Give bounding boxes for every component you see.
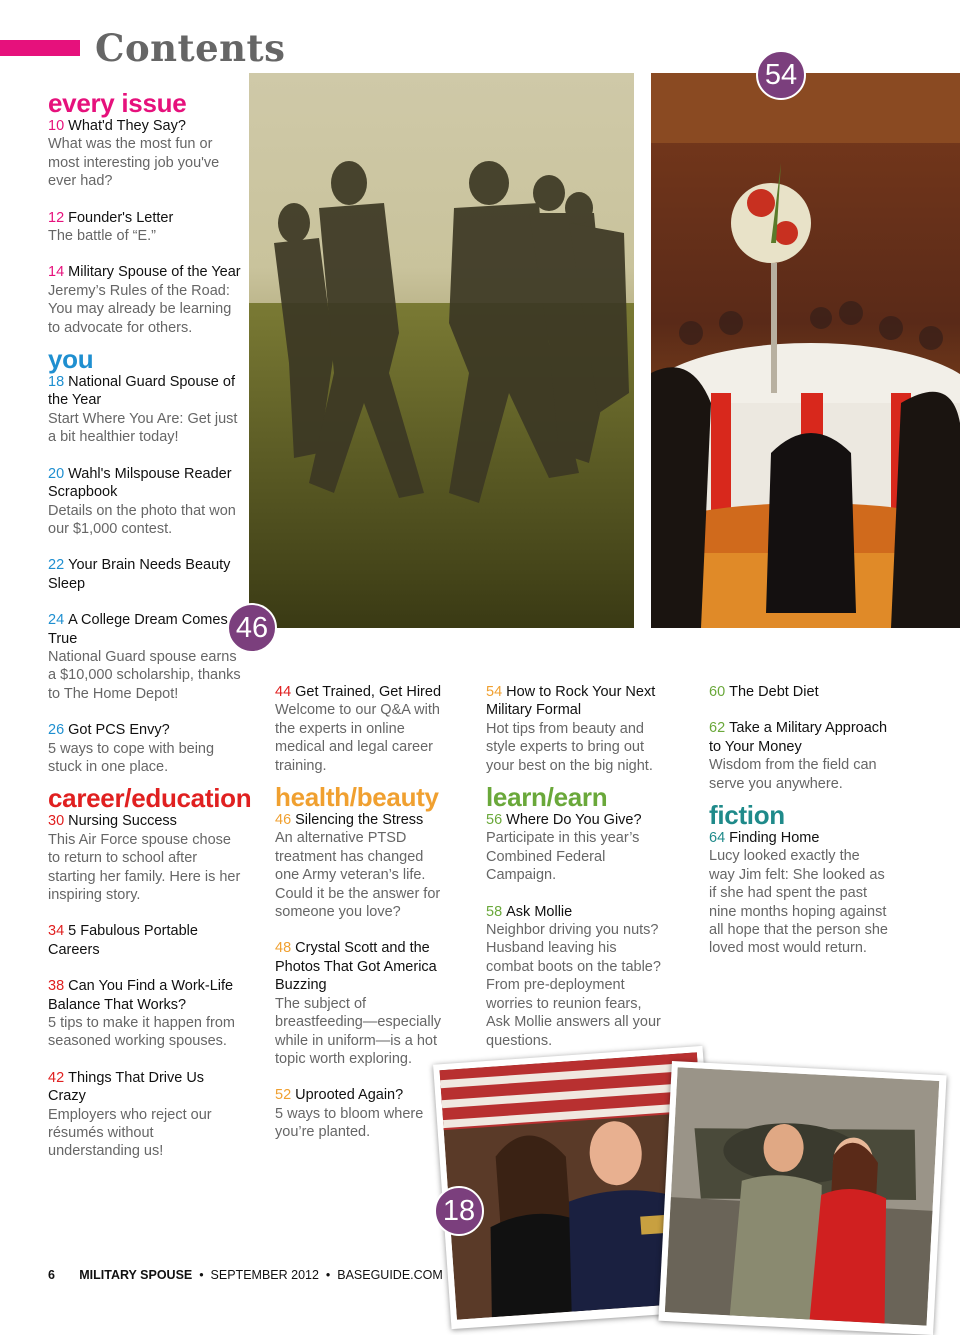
- item-page-number: 54: [486, 684, 503, 700]
- soldiers-photo: [249, 73, 634, 628]
- item-description: Lucy looked exactly the way Jim felt: She looked as if she had spent the past nine months hoping against all hope that the person she loved most would return.: [709, 848, 888, 957]
- column-2: [275, 683, 445, 1160]
- item-page-number: 14: [48, 264, 65, 281]
- item-description: Employers who reject our résumés without understanding us!: [48, 1106, 212, 1160]
- toc-item[interactable]: [275, 1086, 445, 1141]
- toc-item[interactable]: [48, 922, 243, 959]
- item-description: Participate in this year’s Combined Federal Campaign.: [486, 830, 640, 884]
- section-heading-health-beauty: health/beauty: [275, 782, 439, 813]
- item-title: National Guard Spouse of the Year: [48, 374, 235, 409]
- item-title: Founder's Letter: [68, 209, 174, 226]
- toc-item[interactable]: [48, 556, 243, 593]
- item-page-number: 62: [709, 720, 726, 737]
- item-page-number: 10: [48, 118, 65, 134]
- header-accent-bar: [0, 40, 80, 56]
- item-page-number: 44: [275, 684, 292, 700]
- item-title: Silencing the Stress: [295, 812, 424, 829]
- item-description: Welcome to our Q&A with the experts in online medical and legal career training.: [275, 702, 440, 774]
- toc-item[interactable]: [486, 903, 664, 1050]
- toc-item[interactable]: [48, 721, 243, 776]
- item-page-number: 42: [48, 1069, 65, 1086]
- item-description: Jeremy’s Rules of the Road: You may already be learning to advocate for others.: [48, 282, 232, 336]
- item-description: Details on the photo that won our $1,000 contest.: [48, 502, 236, 537]
- page-number-badge-46: 46: [227, 603, 277, 653]
- page-title: Contents: [95, 26, 286, 70]
- toc-item[interactable]: [486, 811, 664, 885]
- item-title: How to Rock Your Next Military Formal: [486, 684, 656, 719]
- toc-item[interactable]: [486, 683, 664, 775]
- item-page-number: 26: [48, 722, 65, 739]
- item-title: The Debt Diet: [729, 684, 819, 700]
- item-page-number: 20: [48, 465, 65, 482]
- item-title: 5 Fabulous Portable Careers: [48, 923, 198, 958]
- footer-page-number: 6: [48, 1268, 55, 1282]
- footer-bullet: •: [325, 1268, 331, 1282]
- item-description: The subject of breastfeeding—especially while in uniform—is a hot topic worth exploring.: [275, 995, 442, 1067]
- page-footer: [48, 1268, 443, 1282]
- item-description: 5 ways to cope with being stuck in one place.: [48, 740, 215, 775]
- section-heading-you: you: [48, 344, 94, 375]
- item-title: Nursing Success: [68, 813, 177, 830]
- toc-item[interactable]: [275, 811, 445, 921]
- item-description: 5 tips to make it happen from seasoned working spouses.: [48, 1015, 235, 1050]
- toc-item[interactable]: [48, 373, 243, 447]
- section-heading-career-education: career/education: [48, 783, 252, 814]
- item-title: Got PCS Envy?: [68, 722, 170, 739]
- item-page-number: 56: [486, 812, 503, 829]
- item-description: 5 ways to bloom where you’re planted.: [275, 1105, 424, 1141]
- page-number-badge-18: 18: [434, 1186, 484, 1236]
- footer-issue-date: SEPTEMBER 2012: [210, 1268, 319, 1282]
- item-title: Uprooted Again?: [295, 1087, 404, 1104]
- gala-dinner-photo: [651, 73, 960, 628]
- item-title: A College Dream Comes True: [48, 612, 228, 647]
- item-title: Take a Military Approach to Your Money: [709, 720, 888, 755]
- item-title: Can You Find a Work-Life Balance That Works?: [48, 978, 234, 1013]
- column-3: [486, 683, 664, 1068]
- item-page-number: 48: [275, 940, 292, 957]
- section-heading-fiction: fiction: [709, 800, 785, 831]
- item-title: What'd They Say?: [68, 118, 186, 134]
- item-title: Things That Drive Us Crazy: [48, 1069, 205, 1105]
- item-description: Start Where You Are: Get just a bit healthier today!: [48, 410, 238, 446]
- item-description: The battle of “E.”: [48, 228, 156, 245]
- item-title: Crystal Scott and the Photos That Got America Buzzing: [275, 940, 437, 994]
- item-title: Ask Mollie: [506, 903, 573, 920]
- toc-item[interactable]: [48, 812, 243, 904]
- item-description: Wisdom from the field can serve you anywhere.: [709, 757, 877, 792]
- item-description: Neighbor driving you nuts? Husband leaving his combat boots on the table? From pre-deployment worries to reunion fears, Ask Mollie answers all your questions.: [486, 922, 661, 1049]
- toc-item[interactable]: [48, 117, 243, 191]
- item-title: Get Trained, Get Hired: [295, 684, 442, 700]
- item-page-number: 24: [48, 612, 65, 629]
- toc-item[interactable]: [48, 465, 243, 539]
- item-page-number: 34: [48, 923, 65, 940]
- toc-item[interactable]: [709, 719, 889, 793]
- item-description: What was the most fun or most interesting job you've ever had?: [48, 136, 220, 190]
- item-title: Your Brain Needs Beauty Sleep: [48, 557, 231, 592]
- toc-item[interactable]: [48, 1069, 243, 1161]
- item-title: Wahl's Milspouse Reader Scrapbook: [48, 465, 232, 501]
- section-heading-learn-earn: learn/earn: [486, 782, 608, 813]
- item-title: Where Do You Give?: [506, 812, 642, 829]
- footer-magazine-name: MILITARY SPOUSE: [79, 1268, 193, 1282]
- item-page-number: 22: [48, 557, 65, 574]
- item-page-number: 64: [709, 830, 726, 847]
- toc-item[interactable]: [48, 209, 243, 246]
- page-number-badge-54: 54: [756, 50, 806, 100]
- footer-bullet: •: [199, 1268, 204, 1282]
- item-description: National Guard spouse earns a $10,000 scholarship, thanks to The Home Depot!: [48, 648, 241, 702]
- item-page-number: 52: [275, 1087, 292, 1104]
- item-page-number: 38: [48, 978, 65, 995]
- item-title: Military Spouse of the Year: [68, 264, 241, 281]
- item-page-number: 18: [48, 374, 65, 391]
- item-page-number: 60: [709, 684, 726, 700]
- column-4: [709, 683, 889, 976]
- toc-item[interactable]: [48, 611, 243, 703]
- item-description: An alternative PTSD treatment has changed one Army veteran’s life. Could it be the answer for someone you love?: [275, 830, 441, 921]
- toc-item[interactable]: [709, 683, 889, 701]
- toc-item[interactable]: [48, 977, 243, 1051]
- item-page-number: 58: [486, 903, 503, 920]
- toc-item[interactable]: [275, 683, 445, 775]
- item-description: This Air Force spouse chose to return to school after starting her family. Here is her inspiring story.: [48, 831, 241, 903]
- section-heading-every-issue: every issue: [48, 88, 187, 118]
- toc-item[interactable]: [709, 829, 889, 958]
- item-description: Hot tips from beauty and style experts to bring out your best on the big night.: [486, 720, 653, 774]
- toc-item[interactable]: [48, 263, 243, 337]
- item-page-number: 30: [48, 813, 65, 830]
- footer-website: BASEGUIDE.COM: [337, 1268, 443, 1282]
- item-title: Finding Home: [729, 830, 820, 847]
- toc-item[interactable]: [275, 939, 445, 1068]
- item-page-number: 46: [275, 812, 292, 829]
- item-page-number: 12: [48, 209, 65, 226]
- couple-photo-2: [658, 1061, 946, 1335]
